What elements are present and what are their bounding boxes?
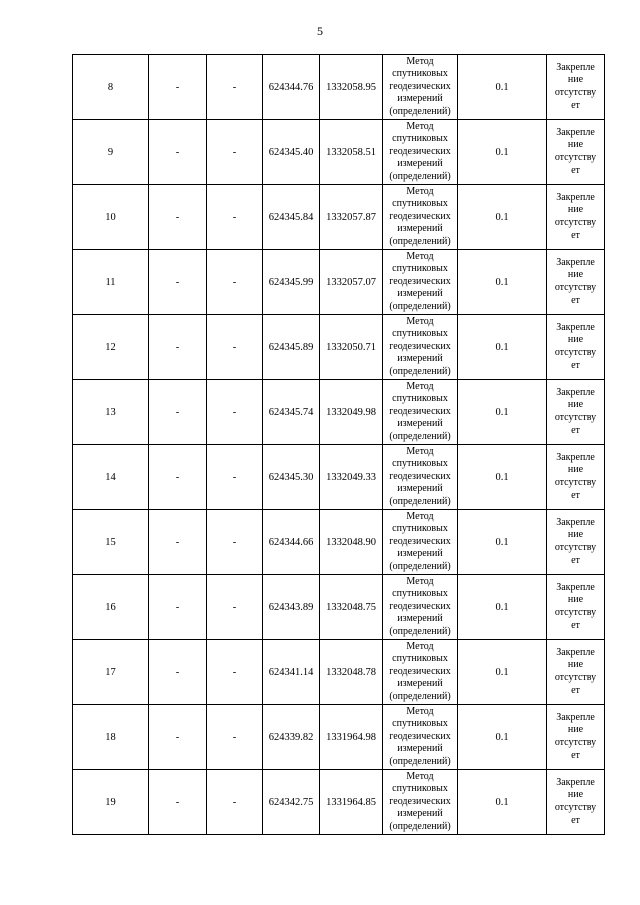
dash-cell: - [149,55,207,120]
dash-cell: - [207,575,263,640]
accuracy-cell: 0.1 [458,705,547,770]
point-number-cell: 12 [73,315,149,380]
x-coordinate-cell: 624345.30 [263,445,320,510]
fixation-line: ние [567,659,584,671]
method-line: спутниковых [392,263,448,275]
method-line: (определений) [389,105,451,117]
fixation-line: Закрепле [556,776,595,788]
dash-cell: - [207,250,263,315]
accuracy-cell: 0.1 [458,380,547,445]
accuracy-cell: 0.1 [458,770,547,835]
method-line: Метод [406,705,434,717]
accuracy-cell: 0.1 [458,185,547,250]
dash-cell: - [149,120,207,185]
method-cell [383,185,458,250]
fixation-line: Закрепле [556,386,595,398]
y-coordinate-cell: 1332058.95 [320,55,383,120]
method-cell [383,445,458,510]
dash-cell: - [207,380,263,445]
y-coordinate-cell: 1332057.87 [320,185,383,250]
method-line: геодезических [389,535,451,547]
fixation-line: ет [571,99,580,111]
fixation-line: ние [567,464,584,476]
method-line: (определений) [389,365,451,377]
fixation-line: ние [567,334,584,346]
fixation-line: ет [571,749,580,761]
method-line: измерений [397,223,443,235]
y-coordinate-cell: 1332048.75 [320,575,383,640]
fixation-cell [547,575,605,640]
accuracy-cell: 0.1 [458,55,547,120]
y-coordinate-cell: 1332049.98 [320,380,383,445]
fixation-cell [547,445,605,510]
fixation-line: ет [571,814,580,826]
fixation-line: ет [571,229,580,241]
fixation-line: отсутству [554,672,597,683]
table-row [73,380,605,445]
fixation-line: Закрепле [556,711,595,723]
method-line: спутниковых [392,198,448,210]
method-line: (определений) [389,235,451,247]
fixation-line: отсутству [554,542,597,553]
x-coordinate-cell: 624341.14 [263,640,320,705]
method-line: Метод [406,640,434,652]
fixation-line: ет [571,619,580,631]
accuracy-cell: 0.1 [458,510,547,575]
method-line: Метод [406,55,434,67]
method-line: (определений) [389,560,451,572]
method-line: измерений [397,678,443,690]
table-row [73,315,605,380]
method-cell [383,380,458,445]
method-line: геодезических [389,730,451,742]
dash-cell: - [207,445,263,510]
dash-cell: - [207,185,263,250]
fixation-line: отсутству [554,412,597,423]
dash-cell: - [207,510,263,575]
fixation-line: ет [571,164,580,176]
dash-cell: - [207,55,263,120]
fixation-cell [547,250,605,315]
point-number-cell: 19 [73,770,149,835]
fixation-line: ет [571,359,580,371]
point-number-cell: 14 [73,445,149,510]
y-coordinate-cell: 1332058.51 [320,120,383,185]
table-row [73,120,605,185]
method-line: (определений) [389,430,451,442]
fixation-line: ние [567,204,584,216]
x-coordinate-cell: 624345.99 [263,250,320,315]
method-cell [383,250,458,315]
fixation-cell [547,510,605,575]
fixation-line: отсутству [554,152,597,163]
fixation-line: отсутству [554,737,597,748]
dash-cell: - [149,575,207,640]
point-number-cell: 13 [73,380,149,445]
dash-cell: - [207,640,263,705]
method-line: спутниковых [392,718,448,730]
point-number-cell: 9 [73,120,149,185]
method-line: спутниковых [392,328,448,340]
fixation-line: отсутству [554,477,597,488]
dash-cell: - [207,315,263,380]
method-line: геодезических [389,145,451,157]
method-line: Метод [406,770,434,782]
fixation-cell [547,120,605,185]
fixation-line: отсутству [554,217,597,228]
method-line: геодезических [389,470,451,482]
fixation-line: ние [567,74,584,86]
x-coordinate-cell: 624345.74 [263,380,320,445]
table-body [73,55,605,835]
method-line: (определений) [389,300,451,312]
method-line: (определений) [389,820,451,832]
method-cell [383,640,458,705]
y-coordinate-cell: 1332057.07 [320,250,383,315]
method-line: Метод [406,445,434,457]
method-line: спутниковых [392,523,448,535]
method-line: (определений) [389,625,451,637]
method-line: Метод [406,315,434,327]
dash-cell: - [149,315,207,380]
y-coordinate-cell: 1332048.90 [320,510,383,575]
fixation-line: ние [567,724,584,736]
method-line: измерений [397,483,443,495]
method-line: Метод [406,250,434,262]
point-number-cell: 15 [73,510,149,575]
method-line: измерений [397,808,443,820]
accuracy-cell: 0.1 [458,315,547,380]
x-coordinate-cell: 624344.66 [263,510,320,575]
fixation-line: отсутству [554,282,597,293]
method-line: (определений) [389,690,451,702]
fixation-line: Закрепле [556,256,595,268]
method-cell [383,120,458,185]
method-line: спутниковых [392,133,448,145]
method-line: геодезических [389,665,451,677]
y-coordinate-cell: 1332049.33 [320,445,383,510]
fixation-line: ет [571,554,580,566]
point-number-cell: 18 [73,705,149,770]
fixation-line: ет [571,424,580,436]
method-line: геодезических [389,340,451,352]
fixation-line: Закрепле [556,126,595,138]
method-cell [383,770,458,835]
fixation-line: ет [571,489,580,501]
fixation-line: Закрепле [556,191,595,203]
accuracy-cell: 0.1 [458,575,547,640]
table-row [73,250,605,315]
x-coordinate-cell: 624339.82 [263,705,320,770]
table-row [73,185,605,250]
fixation-line: Закрепле [556,581,595,593]
method-line: геодезических [389,210,451,222]
x-coordinate-cell: 624345.84 [263,185,320,250]
table-row [73,575,605,640]
fixation-line: ет [571,684,580,696]
fixation-line: отсутству [554,607,597,618]
fixation-line: отсутству [554,802,597,813]
x-coordinate-cell: 624345.89 [263,315,320,380]
dash-cell: - [149,185,207,250]
method-cell [383,705,458,770]
point-number-cell: 17 [73,640,149,705]
y-coordinate-cell: 1331964.85 [320,770,383,835]
method-line: спутниковых [392,653,448,665]
table-row [73,640,605,705]
fixation-line: ет [571,294,580,306]
table-row [73,510,605,575]
dash-cell: - [207,120,263,185]
fixation-cell [547,380,605,445]
accuracy-cell: 0.1 [458,445,547,510]
method-line: измерений [397,613,443,625]
point-number-cell: 11 [73,250,149,315]
method-line: Метод [406,120,434,132]
method-line: измерений [397,418,443,430]
method-line: (определений) [389,495,451,507]
method-line: (определений) [389,170,451,182]
x-coordinate-cell: 624344.76 [263,55,320,120]
method-cell [383,575,458,640]
method-line: спутниковых [392,783,448,795]
method-line: измерений [397,158,443,170]
y-coordinate-cell: 1332048.78 [320,640,383,705]
fixation-line: ние [567,594,584,606]
method-line: спутниковых [392,588,448,600]
method-line: измерений [397,743,443,755]
fixation-line: ние [567,399,584,411]
method-line: Метод [406,575,434,587]
fixation-line: ние [567,529,584,541]
fixation-line: ние [567,269,584,281]
method-line: измерений [397,288,443,300]
dash-cell: - [207,705,263,770]
method-line: Метод [406,510,434,522]
method-line: спутниковых [392,68,448,80]
accuracy-cell: 0.1 [458,120,547,185]
method-line: измерений [397,353,443,365]
method-line: геодезических [389,80,451,92]
fixation-line: ние [567,139,584,151]
fixation-line: Закрепле [556,646,595,658]
dash-cell: - [149,250,207,315]
method-cell [383,315,458,380]
page-number: 5 [317,24,323,38]
fixation-line: Закрепле [556,61,595,73]
table-row [73,55,605,120]
method-line: (определений) [389,755,451,767]
coordinates-table [72,54,605,835]
table-row [73,770,605,835]
fixation-line: Закрепле [556,451,595,463]
y-coordinate-cell: 1332050.71 [320,315,383,380]
dash-cell: - [149,510,207,575]
dash-cell: - [149,770,207,835]
method-line: измерений [397,548,443,560]
fixation-line: отсутству [554,87,597,98]
x-coordinate-cell: 624343.89 [263,575,320,640]
dash-cell: - [207,770,263,835]
dash-cell: - [149,640,207,705]
method-line: геодезических [389,405,451,417]
fixation-line: Закрепле [556,321,595,333]
fixation-cell [547,640,605,705]
accuracy-cell: 0.1 [458,640,547,705]
dash-cell: - [149,380,207,445]
dash-cell: - [149,705,207,770]
x-coordinate-cell: 624342.75 [263,770,320,835]
method-cell [383,55,458,120]
method-line: Метод [406,380,434,392]
point-number-cell: 16 [73,575,149,640]
method-line: геодезических [389,275,451,287]
accuracy-cell: 0.1 [458,250,547,315]
method-line: геодезических [389,600,451,612]
table-row [73,445,605,510]
fixation-line: ние [567,789,584,801]
table-row [73,705,605,770]
dash-cell: - [149,445,207,510]
method-line: Метод [406,185,434,197]
method-line: измерений [397,93,443,105]
method-cell [383,510,458,575]
method-line: геодезических [389,795,451,807]
x-coordinate-cell: 624345.40 [263,120,320,185]
method-line: спутниковых [392,458,448,470]
method-line: спутниковых [392,393,448,405]
fixation-cell [547,185,605,250]
fixation-cell [547,770,605,835]
fixation-line: отсутству [554,347,597,358]
y-coordinate-cell: 1331964.98 [320,705,383,770]
fixation-line: Закрепле [556,516,595,528]
fixation-cell [547,315,605,380]
fixation-cell [547,705,605,770]
point-number-cell: 10 [73,185,149,250]
point-number-cell: 8 [73,55,149,120]
fixation-cell [547,55,605,120]
